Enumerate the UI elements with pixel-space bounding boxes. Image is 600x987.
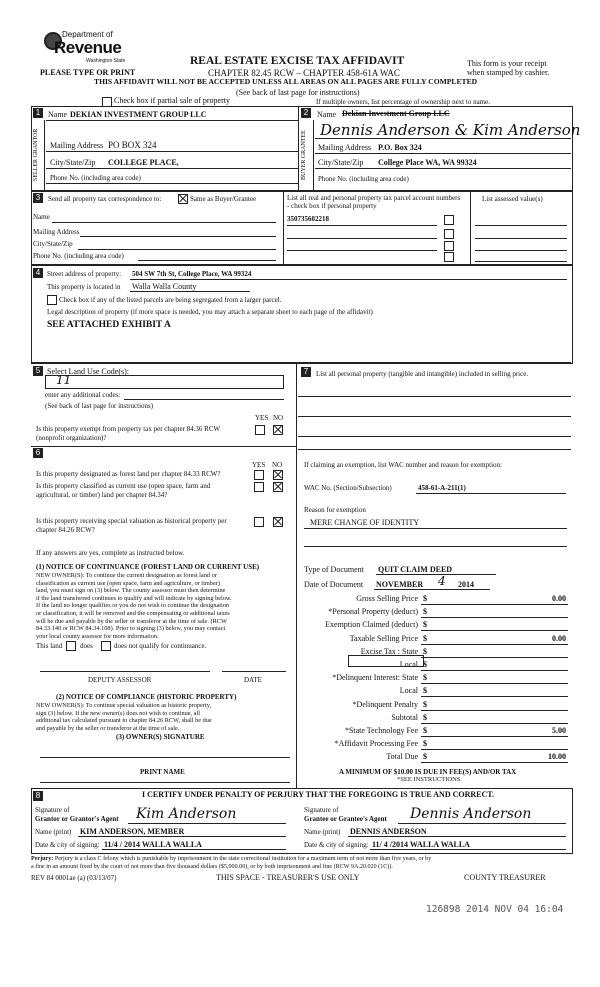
fee-value[interactable]: 0.00 xyxy=(552,594,566,603)
fee-row xyxy=(300,594,568,606)
street-address-label: Street address of property: xyxy=(47,270,122,278)
section-5-marker: 5 xyxy=(33,366,43,376)
fee-dollar-sign: $ xyxy=(423,739,427,748)
fee-dollar-sign: $ xyxy=(423,660,427,669)
notice2-line: sign (3) below. If the new owner(s) does not wish to continue, all xyxy=(36,709,200,717)
perjury-notice xyxy=(31,855,431,871)
located-in-label: This property is located in xyxy=(47,283,121,291)
fee-row xyxy=(300,726,568,738)
fee-label: Exemption Claimed (deduct) xyxy=(325,620,418,629)
fee-row xyxy=(300,686,568,698)
seller-name-value[interactable]: DEKIAN INVESTMENT GROUP LLC xyxy=(70,110,207,119)
historical-yes-checkbox[interactable] xyxy=(254,517,264,527)
assessed-header: List assessed value(s) xyxy=(482,195,543,203)
reason-value[interactable]: MERE CHANGE OF IDENTITY xyxy=(310,518,420,527)
county-treasurer-label: COUNTY TREASURER xyxy=(464,873,546,882)
notice2-title: (2) NOTICE OF COMPLIANCE (HISTORIC PROPERTY) xyxy=(56,693,237,701)
see-instructions-note: *SEE INSTRUCTIONS xyxy=(397,776,461,783)
form-number: REV 84 0001ae (a) (03/13/07) xyxy=(31,874,117,882)
notice1-line: land, you must sign on (3) below. The county assessor must then determine xyxy=(36,587,226,595)
treasurer-space-label: THIS SPACE - TREASURER'S USE ONLY xyxy=(216,873,360,882)
reason-label: Reason for exemption xyxy=(304,506,366,514)
assessor-date-label: DATE xyxy=(244,676,262,684)
fee-row xyxy=(300,739,568,751)
perjury-text-2: a fine in an amount fixed by the court of not more than five thousand dollars ($5,000.00), or by both imprisonment and fine (RCW 9A.20.020 (1C)). xyxy=(31,864,393,870)
grantor-signature[interactable]: Kim Anderson xyxy=(136,806,237,822)
grantor-name-label: Name (print) xyxy=(35,828,72,836)
seller-mailing-value[interactable]: PO BOX 324 xyxy=(108,140,157,150)
fee-label: Gross Selling Price xyxy=(356,594,418,603)
grantee-name-value[interactable]: DENNIS ANDERSON xyxy=(350,827,427,836)
corr-mailing-label: Mailing Address xyxy=(33,228,80,236)
current-use-no-checkbox[interactable] xyxy=(273,482,283,492)
notice2-line: and payable by the seller or transferor at the time of sale. xyxy=(36,724,180,732)
seller-phone-label: Phone No. (including area code) xyxy=(50,174,141,182)
notice2-body xyxy=(36,702,212,732)
seller-grantor-label: SELLER GRANTOR xyxy=(33,128,39,182)
fee-row xyxy=(300,660,568,672)
fee-row xyxy=(300,700,568,712)
grantee-sig-label2: Grantee or Grantee's Agent xyxy=(304,815,387,823)
fee-row xyxy=(300,673,568,685)
located-in-value[interactable]: Walla Walla County xyxy=(132,282,197,291)
doc-date-month[interactable]: NOVEMBER xyxy=(376,580,424,589)
historical-no-checkbox[interactable] xyxy=(273,517,283,527)
notice2-line: NEW OWNER(S): To continue special valuation as historic property, xyxy=(36,702,212,709)
dept-state: Washington State xyxy=(86,58,126,64)
fee-row xyxy=(300,634,568,646)
segregated-label: Check box if any of the listed parcels are being segregated from a larger parcel. xyxy=(59,296,282,304)
fee-label: Subtotal xyxy=(391,713,418,722)
fee-dollar-sign: $ xyxy=(423,673,427,682)
fee-underline xyxy=(421,696,568,697)
fee-underline xyxy=(421,749,568,750)
seller-city-value[interactable]: COLLEGE PLACE, xyxy=(108,158,179,167)
s5-no-header: NO xyxy=(273,414,284,422)
fee-dollar-sign: $ xyxy=(423,726,427,735)
perjury-text-1: Perjury is a class C felony which is punishable by imprisonment in the state correctional institution for a maximum term of not more than five years, or by xyxy=(54,856,432,862)
not-accepted-warning: THIS AFFIDAVIT WILL NOT BE ACCEPTED UNLESS ALL AREAS ON ALL PAGES ARE FULLY COMPLETED xyxy=(94,77,478,86)
revenue-logo xyxy=(38,28,128,68)
section-4-marker: 4 xyxy=(33,268,43,278)
dept-logo-text: Revenue xyxy=(54,38,122,57)
fee-value[interactable]: 0.00 xyxy=(552,634,566,643)
fee-value[interactable]: 10.00 xyxy=(548,752,566,761)
owner-signature-label: (3) OWNER(S) SIGNATURE xyxy=(116,733,205,741)
fee-row xyxy=(300,752,568,764)
personal-property-label: List all personal property (tangible and intangible) included in selling price. xyxy=(316,370,529,378)
exempt-no-checkbox[interactable] xyxy=(273,425,283,435)
fee-label: Taxable Selling Price xyxy=(349,634,418,643)
section-8-marker: 8 xyxy=(33,791,43,801)
additional-codes-label: enter any additional codes: xyxy=(45,391,121,399)
land-use-label: Select Land Use Code(s): xyxy=(47,367,129,376)
fee-dollar-sign: $ xyxy=(423,607,427,616)
fee-dollar-sign: $ xyxy=(423,700,427,709)
parcel-checkbox-4[interactable] xyxy=(444,252,454,262)
buyer-name-handwritten[interactable]: Dennis Anderson & Kim Anderson xyxy=(320,121,581,139)
fee-label: Excise Tax : State xyxy=(360,647,418,656)
fee-underline xyxy=(421,710,568,711)
notice1-line: classification as current use (open space, farm and agriculture, or timber) xyxy=(36,579,220,587)
fee-underline xyxy=(421,670,568,671)
buyer-grantee-label: BUYER GRANTEE xyxy=(301,130,307,180)
fee-label: Local xyxy=(399,660,418,669)
doc-date-year[interactable]: 2014 xyxy=(458,580,474,589)
segregated-checkbox[interactable] xyxy=(47,295,57,305)
form-chapter: CHAPTER 82.45 RCW – CHAPTER 458-61A WAC xyxy=(208,68,400,78)
fee-underline xyxy=(421,644,568,645)
notice1-line: will be due and payable by the seller or transferor at the time of sale. (RCW xyxy=(36,617,227,625)
buyer-name-label: Name xyxy=(317,110,337,119)
fee-underline xyxy=(421,657,568,658)
exempt-yes-checkbox[interactable] xyxy=(255,425,265,435)
parcel-number[interactable]: 350735602218 xyxy=(287,215,329,223)
please-type: PLEASE TYPE OR PRINT xyxy=(40,68,136,77)
parcel-checkbox-3[interactable] xyxy=(444,241,454,251)
doc-type-value[interactable]: QUIT CLAIM DEED xyxy=(378,565,453,574)
seller-mailing-label: Mailing Address xyxy=(50,141,104,150)
grantee-name-label: Name (print) xyxy=(304,828,341,836)
same-as-buyer-label: Same as Buyer/Grantee xyxy=(190,195,257,203)
seller-city-label: City/State/Zip xyxy=(50,158,96,167)
fee-dollar-sign: $ xyxy=(423,594,427,603)
fee-label: *Affidavit Processing Fee xyxy=(334,739,418,748)
same-as-buyer-checkbox[interactable] xyxy=(178,194,188,204)
current-use-question: Is this property classified as current use (open space, farm and agricultural, or timber) land per chapter 84.34? xyxy=(36,482,211,499)
partial-sale-label: Check box if partial sale of property xyxy=(114,96,230,105)
section-3-marker: 3 xyxy=(33,193,43,203)
fee-underline xyxy=(421,604,568,605)
deputy-assessor-label: DEPUTY ASSESSOR xyxy=(88,676,152,684)
fee-underline xyxy=(421,617,568,618)
fee-row xyxy=(300,647,568,659)
grantee-signature[interactable]: Dennis Anderson xyxy=(410,806,532,822)
fee-underline xyxy=(421,736,568,737)
grantor-date-value[interactable]: 11/4 / 2014 WALLA WALLA xyxy=(104,840,202,849)
grantor-sig-label2: Grantor or Grantor's Agent xyxy=(35,815,119,823)
grantee-sig-label1: Signature of xyxy=(304,806,339,814)
land-use-code-input[interactable] xyxy=(45,375,284,389)
see-back-instructions: (See back of last page for instructions) xyxy=(45,402,154,410)
corr-phone-label: Phone No. (including area code) xyxy=(33,252,124,260)
perjury-label: Perjury: xyxy=(31,856,54,862)
parcel-checkbox-1[interactable] xyxy=(444,215,454,225)
fee-row xyxy=(300,607,568,619)
notice1-line: your local county assessor for more information. xyxy=(36,632,159,640)
legal-desc-value[interactable]: SEE ATTACHED EXHIBIT A xyxy=(47,320,171,330)
dept-line1: Department of xyxy=(62,30,113,39)
fee-value[interactable]: 5.00 xyxy=(552,726,566,735)
buyer-phone-label: Phone No. (including area code) xyxy=(318,175,409,183)
certify-statement: I CERTIFY UNDER PENALTY OF PERJURY THAT THE FOREGOING IS TRUE AND CORRECT. xyxy=(142,790,495,799)
fee-row xyxy=(300,713,568,725)
notice2-line: additional tax calculated pursuant to chapter 84.26 RCW, shall be due xyxy=(36,717,212,725)
fee-row xyxy=(300,620,568,632)
receipt-note: This form is your receipt when stamped by cashier. xyxy=(467,59,550,77)
fee-underline xyxy=(421,683,568,684)
fee-label: *Personal Property (deduct) xyxy=(328,607,418,616)
buyer-mailing-value[interactable]: P.O. Box 324 xyxy=(378,143,422,152)
corr-city-label: City/State/Zip xyxy=(33,240,73,248)
minimum-due-note: A MINIMUM OF $10.00 IS DUE IN FEE(S) AND/OR TAX xyxy=(339,768,517,776)
section-7-marker: 7 xyxy=(301,367,311,377)
notice1-body xyxy=(36,572,232,640)
forest-land-question: Is this property designated as forest land per chapter 84.33 RCW? xyxy=(36,470,221,478)
received-stamp: 126898 2014 NOV 04 16:04 xyxy=(426,904,564,915)
fee-label: Total Due xyxy=(386,752,418,761)
fee-dollar-sign: $ xyxy=(423,686,427,695)
fee-label: *Delinquent Penalty xyxy=(352,700,418,709)
s5-yes-header: YES xyxy=(255,414,269,422)
section-1-marker: 1 xyxy=(33,108,43,118)
this-land-label: This land xyxy=(36,642,63,650)
notice1-line: if the land transferred continues to qualify and will indicate by signing below. xyxy=(36,594,232,602)
legal-desc-label: Legal description of property (if more space is needed, you may attach a separate sheet to each page of the affidavit) xyxy=(47,308,373,316)
s6-yes-header: YES xyxy=(252,461,266,469)
parcel-header: List all real and personal property tax parcel account numbers - check box if personal property xyxy=(287,194,461,210)
street-address-value[interactable]: 504 SW 7th St, College Place, WA 99324 xyxy=(132,270,252,278)
doc-date-label: Date of Document xyxy=(304,580,364,589)
s6-no-header: NO xyxy=(272,461,283,469)
send-correspondence-label: Send all property tax correspondence to: xyxy=(48,195,162,203)
multiple-owners-note: If multiple owners, list percentage of ownership next to name. xyxy=(316,98,490,106)
buyer-name-struck: Dekian Investment Group LLC xyxy=(342,109,450,118)
fee-underline xyxy=(421,723,568,724)
notice1-line: If the land no longer qualifies or you do not wish to continue the designation xyxy=(36,602,230,610)
historical-question: Is this property receiving special valuation as historical property per chapter 84.26 RCW? xyxy=(36,517,227,534)
print-name-label: PRINT NAME xyxy=(140,768,185,776)
land-does-not-label: does not qualify for continuance. xyxy=(114,642,207,650)
section-2-marker: 2 xyxy=(301,108,311,118)
doc-date-day[interactable]: 4 xyxy=(438,574,446,588)
fee-underline xyxy=(421,762,568,763)
exemption-label: If claiming an exemption, list WAC number and reason for exemption: xyxy=(304,461,502,469)
fee-dollar-sign: $ xyxy=(423,620,427,629)
doc-type-label: Type of Document xyxy=(304,565,364,574)
local-excise-code-box[interactable] xyxy=(348,655,424,667)
notice1-line: 84.33.140 or RCW 84.34.108). Prior to signing (3) below, you may contact xyxy=(36,625,226,633)
fee-label: Local xyxy=(399,686,418,695)
grantor-name-value[interactable]: KIM ANDERSON, MEMBER xyxy=(80,827,185,836)
fee-dollar-sign: $ xyxy=(423,634,427,643)
grantor-sig-label1: Signature of xyxy=(35,806,70,814)
fee-dollar-sign: $ xyxy=(423,713,427,722)
fee-underline xyxy=(421,630,568,631)
seller-name-label: Name xyxy=(48,110,68,119)
notice1-title: (1) NOTICE OF CONTINUANCE (FOREST LAND OR CURRENT USE) xyxy=(36,563,260,571)
exempt-question: Is this property exempt from property tax per chapter 84.36 RCW (nonprofit organization)? xyxy=(36,425,220,442)
buyer-mailing-label: Mailing Address xyxy=(318,143,372,152)
fee-label: *Delinquent Interest: State xyxy=(332,673,418,682)
buyer-city-value[interactable]: College Place WA, WA 99324 xyxy=(378,158,477,167)
wac-label: WAC No. (Section/Subsection) xyxy=(304,484,392,492)
section-6-marker: 6 xyxy=(33,448,43,458)
land-use-code-value: 11 xyxy=(56,373,72,387)
form-title: REAL ESTATE EXCISE TAX AFFIDAVIT xyxy=(190,55,405,67)
fee-label: *State Technology Fee xyxy=(344,726,418,735)
if-yes-note: If any answers are yes, complete as instructed below. xyxy=(36,549,185,557)
buyer-city-label: City/State/Zip xyxy=(318,158,364,167)
see-back-note: (See back of last page for instructions) xyxy=(236,88,360,97)
notice1-line: or classification, it will be removed and the compensating or additional taxes xyxy=(36,609,230,617)
current-use-yes-checkbox[interactable] xyxy=(254,482,264,492)
fee-dollar-sign: $ xyxy=(423,647,427,656)
notice1-line: NEW OWNER(S): To continue the current designation as forest land or xyxy=(36,572,217,579)
land-does-checkbox[interactable] xyxy=(66,641,76,651)
forest-yes-checkbox[interactable] xyxy=(254,470,264,480)
corr-name-label: Name xyxy=(33,213,50,221)
wac-value[interactable]: 458-61-A-211(1) xyxy=(418,484,466,492)
grantee-date-label: Date & city of signing: xyxy=(304,841,369,849)
forest-no-checkbox[interactable] xyxy=(273,470,283,480)
land-does-not-checkbox[interactable] xyxy=(101,641,111,651)
parcel-checkbox-2[interactable] xyxy=(444,229,454,239)
fee-dollar-sign: $ xyxy=(423,752,427,761)
land-does-label: does xyxy=(80,642,93,650)
grantor-date-label: Date & city of signing: xyxy=(35,841,100,849)
grantee-date-value[interactable]: 11/ 4 /2014 WALLA WALLA xyxy=(372,840,470,849)
